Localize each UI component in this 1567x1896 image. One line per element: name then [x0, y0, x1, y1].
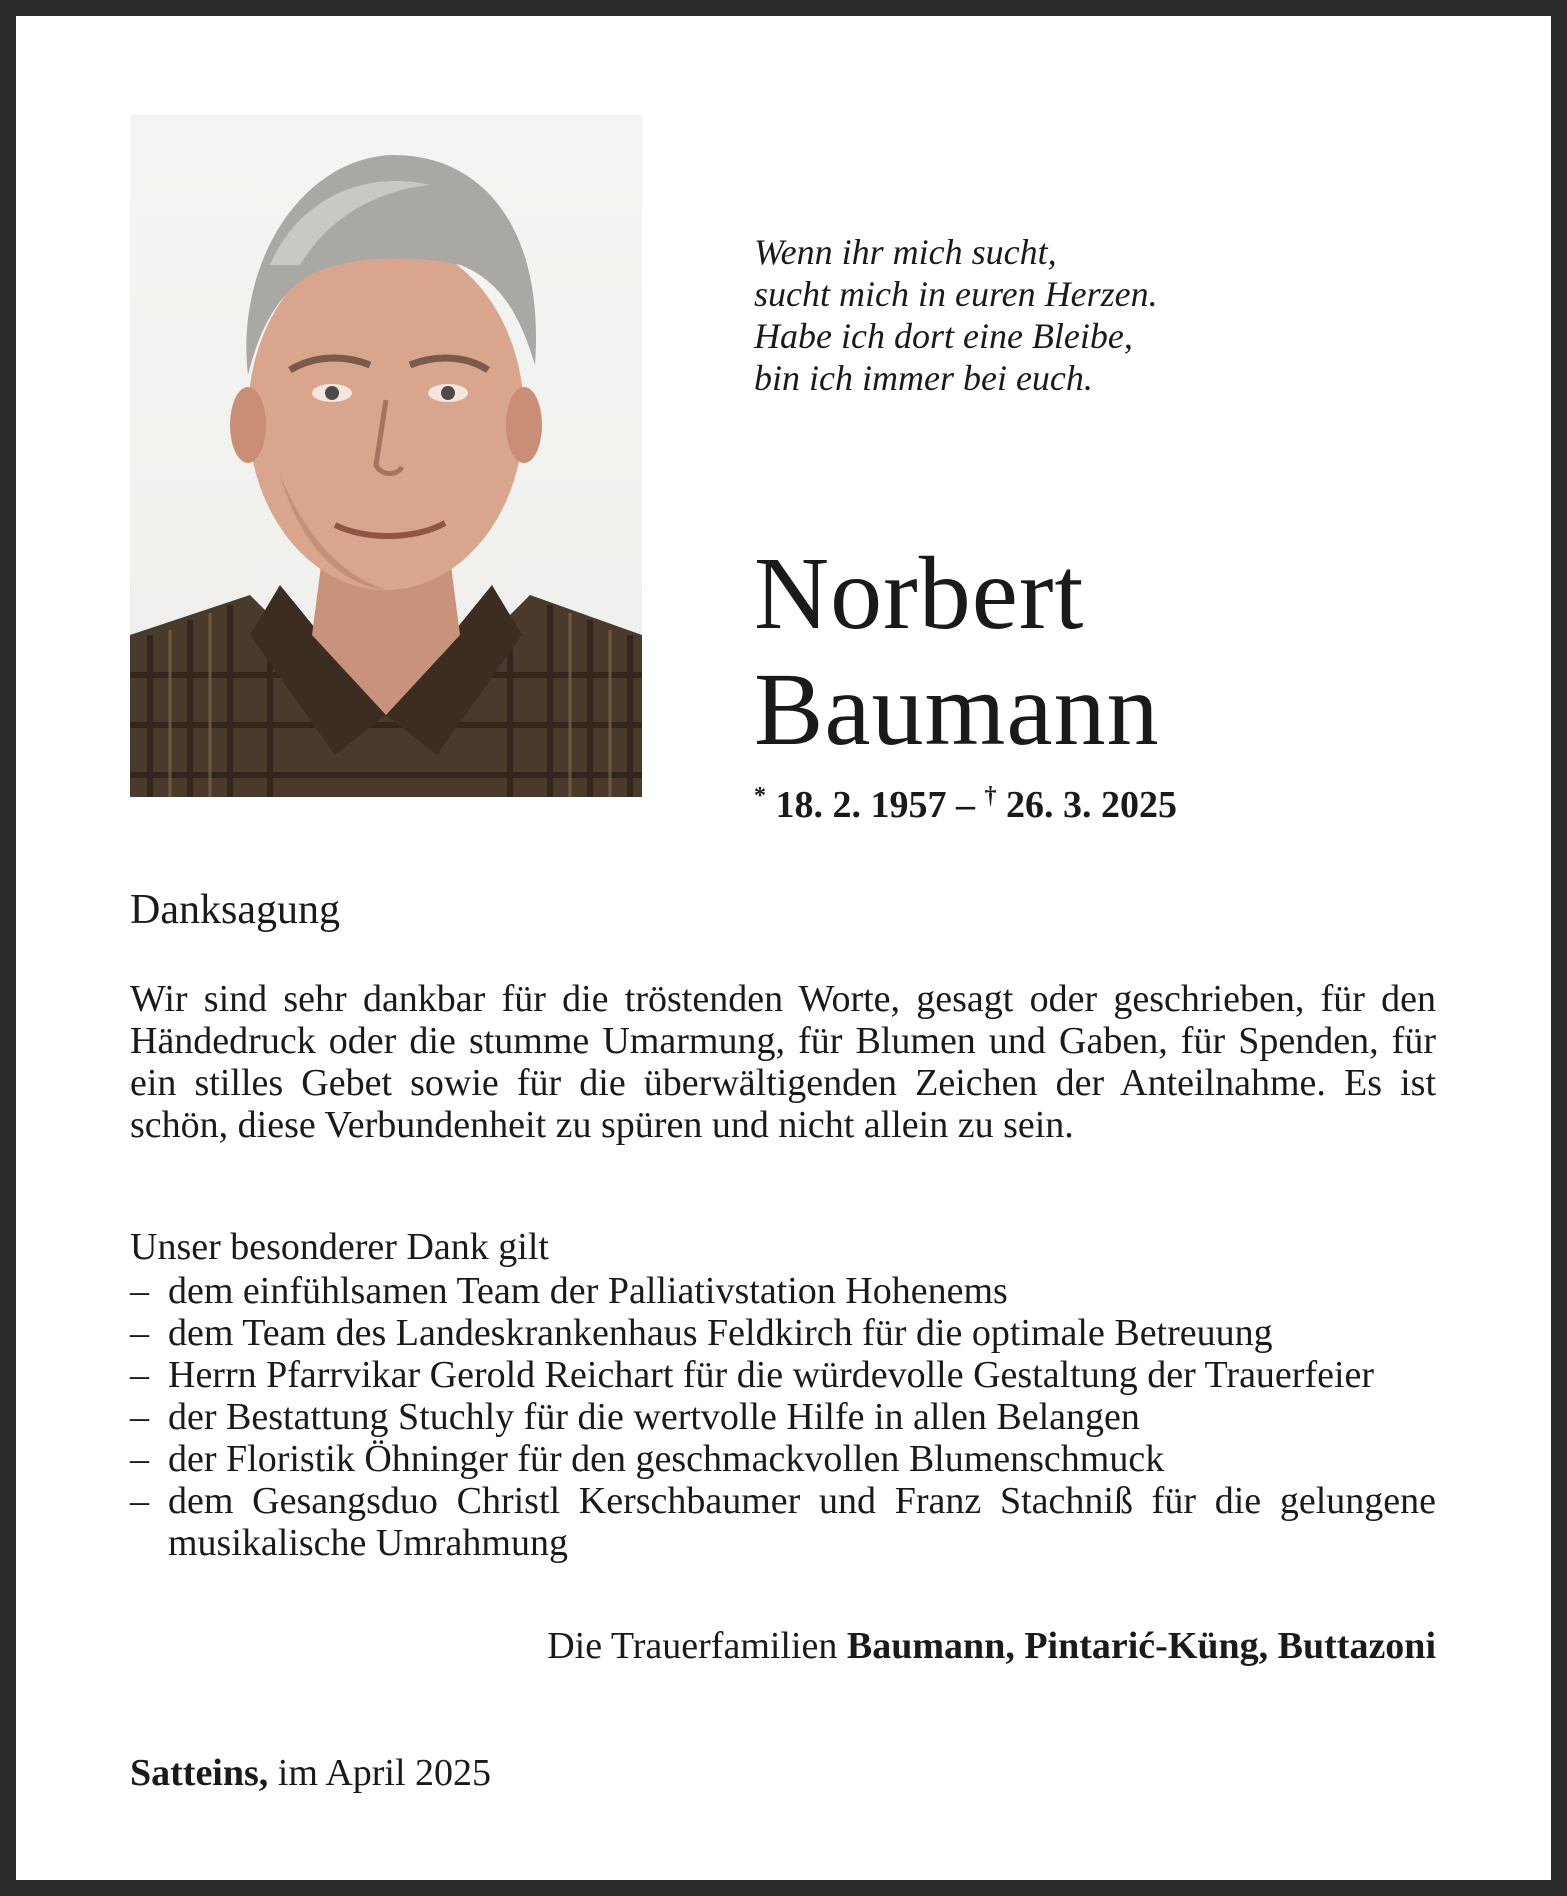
first-name: Norbert: [754, 536, 1085, 651]
list-dash: –: [130, 1396, 149, 1438]
list-item-text: dem Team des Landeskrankenhaus Feldkirch für die optimale Betreuung: [168, 1312, 1273, 1354]
life-dates: [754, 774, 1177, 827]
list-item: [130, 1396, 1436, 1438]
list-dash: –: [130, 1354, 149, 1396]
thanks-list: [130, 1270, 1436, 1564]
section-heading: Danksagung: [130, 887, 340, 933]
list-item: [130, 1312, 1436, 1354]
date-separator: –: [946, 784, 985, 826]
date-text: im April 2025: [268, 1752, 492, 1794]
portrait-photo: [130, 115, 642, 797]
list-item-text: der Bestattung Stuchly für die wertvolle Hilfe in allen Belangen: [168, 1396, 1140, 1438]
town: Satteins,: [130, 1752, 269, 1794]
family-names: Baumann, Pintarić-Küng, Buttazoni: [846, 1625, 1436, 1667]
poem-line: Wenn ihr mich sucht,: [754, 232, 1057, 272]
obituary-page: [16, 16, 1551, 1880]
portrait-illustration: [130, 115, 642, 797]
place-and-date: [130, 1751, 491, 1795]
family-signature: [547, 1624, 1436, 1668]
list-item: [130, 1438, 1436, 1480]
thanks-intro: Unser besonderer Dank gilt: [130, 1226, 549, 1268]
list-dash: –: [130, 1480, 149, 1522]
poem-line: Habe ich dort eine Bleibe,: [754, 316, 1133, 356]
list-item: [130, 1354, 1436, 1396]
death-date: 26. 3. 2025: [1006, 784, 1177, 826]
list-item: [130, 1270, 1436, 1312]
poem-line: bin ich immer bei euch.: [754, 358, 1093, 398]
poem-line: sucht mich in euren Herzen.: [754, 274, 1158, 314]
list-item-text: dem Gesangsduo Christl Kerschbaumer und Franz Stachniß für die gelungene musikalische Umrahmung: [168, 1480, 1436, 1564]
deceased-name: [754, 536, 1160, 768]
birth-date: 18. 2. 1957: [775, 784, 947, 826]
signature-prefix: Die Trauerfamilien: [547, 1625, 847, 1667]
list-item-text: der Floristik Öhninger für den geschmackvollen Blumenschmuck: [168, 1438, 1165, 1480]
gratitude-paragraph: Wir sind sehr dankbar für die tröstenden Worte, gesagt oder geschrieben, für den Händedruck oder die stumme Umarmung, für Blumen und Gaben, für Spenden, für ein stilles Gebet sowie für die überwältigenden Zeichen der Anteilnahme. Es ist schön, diese Verbundenheit zu spüren und nicht allein zu sein.: [130, 978, 1436, 1146]
poem: [754, 231, 1158, 399]
list-dash: –: [130, 1270, 149, 1312]
last-name: Baumann: [754, 652, 1160, 767]
list-item: [130, 1480, 1436, 1564]
list-item-text: dem einfühlsamen Team der Palliativstation Hohenems: [168, 1270, 1008, 1312]
list-dash: –: [130, 1312, 149, 1354]
death-symbol: †: [984, 783, 997, 809]
list-item-text: Herrn Pfarrvikar Gerold Reichart für die würdevolle Gestaltung der Trauerfeier: [168, 1354, 1375, 1396]
birth-symbol: *: [754, 783, 766, 809]
list-dash: –: [130, 1438, 149, 1480]
